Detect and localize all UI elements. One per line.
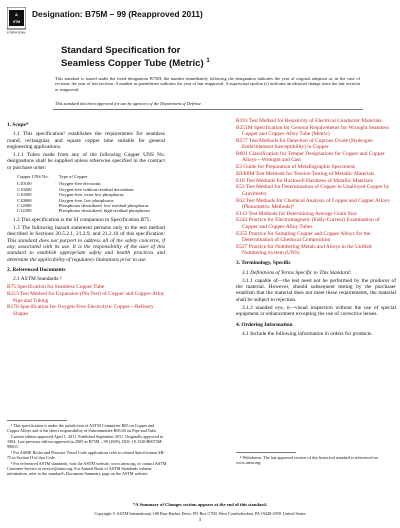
- section-heading-ordering-information: 4. Ordering Information: [236, 321, 293, 328]
- reference-link[interactable]: E243 Practice for Electromagnetic (Eddy-Current) Examination of Copper and Copper-Alloy Tubes: [236, 217, 380, 230]
- reference-link[interactable]: E8/E8M Test Methods for Tension Testing of Metallic Materials: [236, 170, 375, 177]
- footnote: ¹ This specification is under the jurisdiction of ASTM Committee B05 on Copper and Copper Alloys and is the direct responsibility of Subcommittee B05.04 on Pipe and Tube.: [7, 423, 158, 433]
- para-1-1: 1.1 This specification² establishes the requirements for seamless round, rectangular, and square copper tube suitable for general engineering applications.: [7, 131, 165, 150]
- reference-link[interactable]: E112 Test Methods for Determining Average Grain Size: [236, 210, 357, 217]
- page-number: 1: [198, 518, 202, 523]
- reference-link[interactable]: B193 Test Method for Resistivity of Electrical Conductor Materials: [236, 118, 382, 124]
- para-3-1-1: 3.1.1 capable of—the test need not be performed by the producer of the material. However, should subsequent testing by the purchaser establish that the material does not meet these requirements, the material shall be subject to rejection.: [236, 277, 396, 303]
- dod-approval-note: This standard has been approved for use by agencies of the Department of Defense.: [55, 101, 202, 106]
- table-row: C12200 Phosphorus deoxidized, high residual phosphorus: [17, 208, 151, 214]
- para-3-1-2: 3.1.2 unaided eye, n—visual inspection without the use of special equipment or enhancement excepting the use of corrective lenses.: [236, 305, 396, 318]
- table-row: C10200 Oxygen-free without residual deoxidants: [17, 186, 134, 192]
- reference-link[interactable]: E3 Guide for Preparation of Metallographic Specimens: [236, 164, 356, 171]
- footnote: ² For ASME Boiler and Pressure Vessel Code applications refer to related Specification SB-75 in Section II of that Code.: [7, 450, 165, 460]
- svg-text:INTERNATIONAL: INTERNATIONAL: [7, 31, 26, 35]
- summary-of-changes-note: *A Summary of Changes section appears at the end of this standard.: [133, 502, 267, 507]
- para-2-1: 2.1 ASTM Standards:³: [13, 276, 62, 283]
- right-column: [236, 118, 396, 339]
- section-heading-terminology: 3. Terminology, Specific: [236, 260, 291, 267]
- table-row: C10300 Oxygen-free, extra low phosphorus: [17, 192, 124, 198]
- footnotes-left: [7, 420, 167, 477]
- para-1-1-1: 1.1.1 Tubes made from any of the following Copper UNS No. designations shall be supplied unless otherwise specified in the contract or purchase order:: [7, 152, 165, 171]
- document-title: [61, 45, 361, 69]
- reference-link[interactable]: B75 Specification for Seamless Copper Tube: [7, 284, 105, 291]
- table-row: C10100 Oxygen-free electronic: [17, 181, 102, 187]
- title-line-2: Seamless Copper Tube (Metric) $^1$: [61, 58, 210, 70]
- designation: Designation: B75M – 99 (Reapproved 2011): [32, 9, 203, 19]
- footnote: ³ For referenced ASTM standards, visit the ASTM website, www.astm.org, or contact ASTM Customer Service at service@astm.org. For Annual Book of ASTM Standards volume information, refer to the standard's Document Summary page on the ASTM website.: [7, 461, 167, 476]
- reference-link[interactable]: E18 Test Methods for Rockwell Hardness of Metallic Materials: [236, 177, 373, 184]
- table-row: C12000 Phosphorus deoxidized, low residual phosphorus: [17, 203, 149, 208]
- reference-link[interactable]: E62 Test Methods for Chemical Analysis of Copper and Copper Alloys (Photometric Methods)⁴: [236, 197, 390, 210]
- section-heading-scope: 1. Scope*: [7, 122, 29, 128]
- alloy-table: [17, 174, 160, 214]
- copyright: Copyright © ASTM International, 100 Barr Harbor Drive, PO Box C700, West Conshohocken, PA 19428-2959. United States: [94, 511, 306, 516]
- reference-link[interactable]: E527 Practice for Numbering Metals and Alloys in the Unified Numbering System (UNS): [236, 243, 372, 256]
- reference-link[interactable]: E53 Test Method for Determination of Copper in Unalloyed Copper by Gravimetry: [236, 184, 390, 197]
- para-1-3: 1.3 The following hazard statement pertains only to the test method described in Sections 20.5.2.1, 21.2.9, and 21.2.10 of this specification: This standard does not purport to address all of the safety concerns, if any, associated with its use. It is the responsibility of the user of this standard to establish appropriate safety and health practices and determine the applicability of regulatory limitations prior to use.: [7, 225, 165, 263]
- footnote: Current edition approved April 1, 2011. Published September 2011. Originally approved in 1984. Last previous edition approved in 2005 as B75M – 99 (2005). DOI: 10.1520/B0075M-99R11.: [7, 434, 164, 449]
- reference-link[interactable]: B601 Classification for Temper Designations for Copper and Copper Alloys—Wrought and Cast: [236, 150, 385, 164]
- table-header: Copper UNS No.: [17, 174, 49, 180]
- section-heading-referenced-documents: 2. Referenced Documents: [7, 266, 66, 273]
- reference-link[interactable]: B153 Test Method for Expansion (Pin Test) of Copper and Copper-Alloy Pipe and Tubing: [7, 291, 165, 304]
- designation-notice: This standard is issued under the fixed designation B75M; the number immediately following the designation indicates the year of original adoption or, in the case of revision, the year of last revision. A number in parentheses indicates the year of last reapproval. A superscript epsilon (ε) indicates an editorial change since the last revision or reapproval.: [55, 76, 360, 92]
- astm-logo: [7, 7, 26, 35]
- para-4-1: 4.1 Include the following information in orders for products.: [242, 330, 373, 337]
- footnote-rule: [236, 452, 296, 453]
- title-line-1: Standard Specification for: [61, 45, 181, 56]
- footnote-right: [236, 452, 396, 465]
- svg-text:A: A: [15, 12, 18, 17]
- left-column: [7, 118, 165, 317]
- footnote: ⁴ Withdrawn. The last approved version of this historical standard is referenced on www.astm.org.: [236, 455, 378, 465]
- table-header: Type of Copper: [58, 174, 88, 180]
- svg-text:STM: STM: [12, 20, 21, 24]
- reference-link[interactable]: E255 Practice for Sampling Copper and Copper Alloys for the Determination of Chemical Composition: [236, 230, 371, 243]
- para-1-2: 1.2 This specification is the SI companion to Specification B75.: [13, 216, 151, 223]
- reference-link[interactable]: B170 Specification for Oxygen-Free Electrolytic Copper—Refinery Shapes: [7, 304, 154, 317]
- reference-link[interactable]: B251M Specification for General Requirements for Wrought Seamless Copper and Copper-Alloy Tube (Metric): [236, 124, 389, 138]
- para-3-1: 3.1 Definitions of Terms Specific to This Standard:: [242, 269, 352, 276]
- table-row: C10800 Oxygen-free, low phosphorus: [17, 197, 114, 203]
- reference-link[interactable]: B577 Test Methods for Detection of Cuprous Oxide (Hydrogen Embrittlement Susceptibility) in Copper: [236, 137, 373, 151]
- footnote-rule: [7, 420, 67, 421]
- divider: [53, 109, 363, 110]
